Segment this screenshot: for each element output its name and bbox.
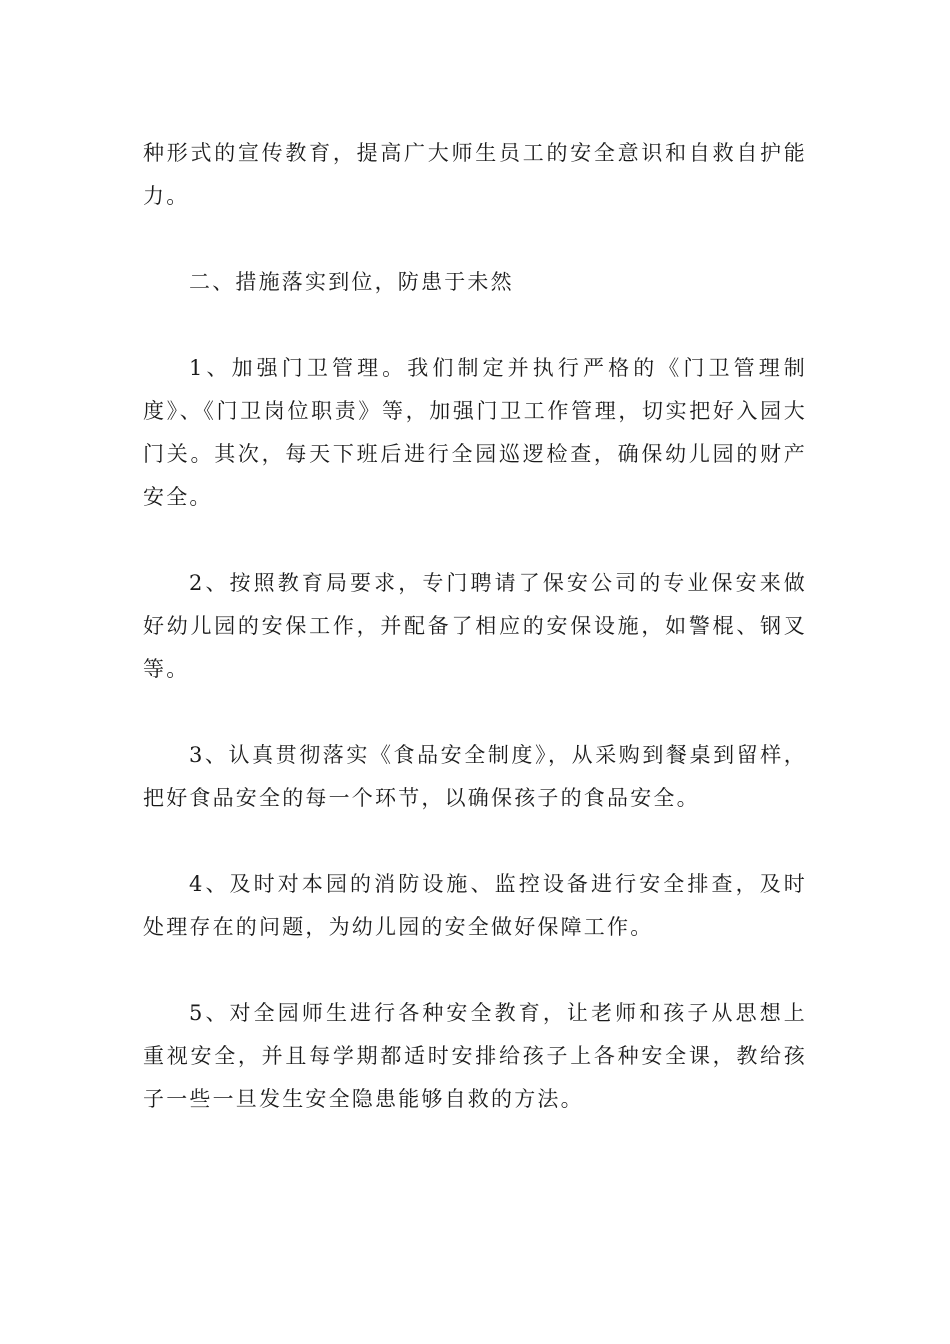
paragraph-item-3: 3、认真贯彻落实《食品安全制度》，从采购到餐桌到留样，把好食品安全的每一个环节，以确保孩子的食品安全。 <box>143 743 807 810</box>
paragraph-item-2: 2、按照教育局要求，专门聘请了保安公司的专业保安来做好幼儿园的安保工作，并配备了相应的安保设施，如警棍、钢叉等。 <box>143 571 807 681</box>
document-body <box>143 132 807 1121</box>
paragraph-item-1: 1、加强门卫管理。我们制定并执行严格的《门卫管理制度》、《门卫岗位职责》等，加强门卫工作管理，切实把好入园大门关。其次，每天下班后进行全园巡逻检查，确保幼儿园的财产安全。 <box>143 356 807 509</box>
paragraph-item-4: 4、及时对本园的消防设施、监控设备进行安全排查，及时处理存在的问题，为幼儿园的安全做好保障工作。 <box>143 872 807 939</box>
paragraph-continuation: 种形式的宣传教育，提高广大师生员工的安全意识和自救自护能力。 <box>143 141 807 208</box>
paragraph-item-5: 5、对全园师生进行各种安全教育，让老师和孩子从思想上重视安全，并且每学期都适时安排给孩子上各种安全课，教给孩子一些一旦发生安全隐患能够自救的方法。 <box>143 1001 807 1111</box>
section-heading: 二、措施落实到位，防患于未然 <box>189 270 514 294</box>
